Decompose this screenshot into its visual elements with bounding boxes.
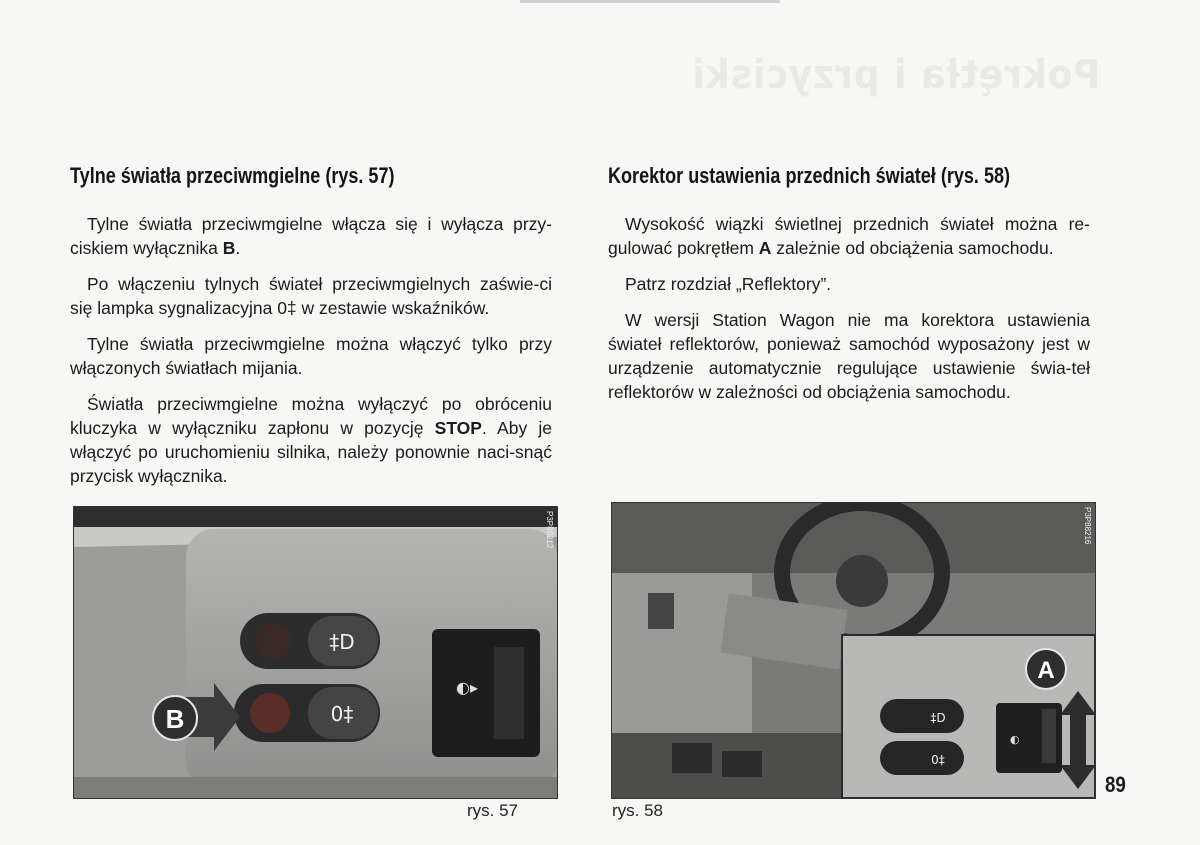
callout-label-a: A [1037, 657, 1055, 684]
figure-code: P3P88216 [1083, 507, 1092, 545]
left-column-text [70, 212, 552, 500]
paragraph: Po włączeniu tylnych świateł przeciwmgielnych zaświe-ci się lampka sygnalizacyjna 0‡ w zestawie wskaźników. [70, 274, 552, 318]
figure-caption-57: rys. 57 [467, 801, 519, 820]
headlamp-leveling-icon: ◐▸ [456, 678, 478, 697]
detail-inset [842, 635, 1095, 798]
paragraph: Tylne światła przeciwmgielne włącza się i wyłącza przy-ciskiem wyłącznika B. [70, 214, 552, 258]
fog-light-icon: ‡D [329, 630, 355, 654]
headlamp-leveling-control [432, 629, 540, 757]
fog-light-icon: ‡D [930, 711, 946, 725]
right-column-text [608, 212, 1090, 416]
rear-fog-indicator-icon: 0‡ [277, 298, 297, 318]
paragraph: Wysokość wiązki świetlnej przednich świateł można re-gulować pokrętłem A zależnie od obciążenia samochodu. [608, 214, 1090, 258]
rear-fog-light-icon: 0‡ [931, 753, 945, 767]
section-heading-headlamp-corrector: Korektor ustawienia przednich świateł (rys. 58) [608, 163, 1011, 188]
figure-57 [73, 506, 558, 799]
callout-label-b: B [165, 704, 185, 734]
fog-light-switch-upper [240, 613, 380, 669]
paragraph: Patrz rozdział „Reflektory”. [625, 274, 832, 294]
paragraph: Tylne światła przeciwmgielne można włączyć tylko przy włączonych światłach mijania. [70, 334, 552, 378]
rear-fog-light-icon: 0‡ [330, 702, 354, 726]
paragraph: Światła przeciwmgielne można wyłączyć po obróceniu kluczyka w wyłączniku zapłonu w pozycję STOP. Aby je włączyć po uruchomieniu silnika, należy ponownie naci-snąć przycisk wyłącznika. [70, 394, 552, 486]
chapter-title-bleedthrough: Pokrętła i przyciski [691, 52, 1100, 98]
headlamp-leveling-icon: ◐ [1010, 733, 1020, 746]
top-rule [520, 0, 780, 3]
rear-fog-light-switch [234, 684, 380, 742]
page-number: 89 [1105, 772, 1126, 797]
figure-58 [611, 502, 1096, 799]
figure-caption-58: rys. 58 [612, 801, 664, 820]
figure-code: P3P88212 [545, 511, 554, 549]
paragraph: W wersji Station Wagon nie ma korektora ustawienia świateł reflektorów, ponieważ samochód wyposażony jest w urządzenie automatycznie regulujące ustawienie świa-teł reflektorów w zależności od obciążenia samochodu. [608, 310, 1090, 402]
section-heading-rear-fog: Tylne światła przeciwmgielne (rys. 57) [70, 163, 395, 188]
